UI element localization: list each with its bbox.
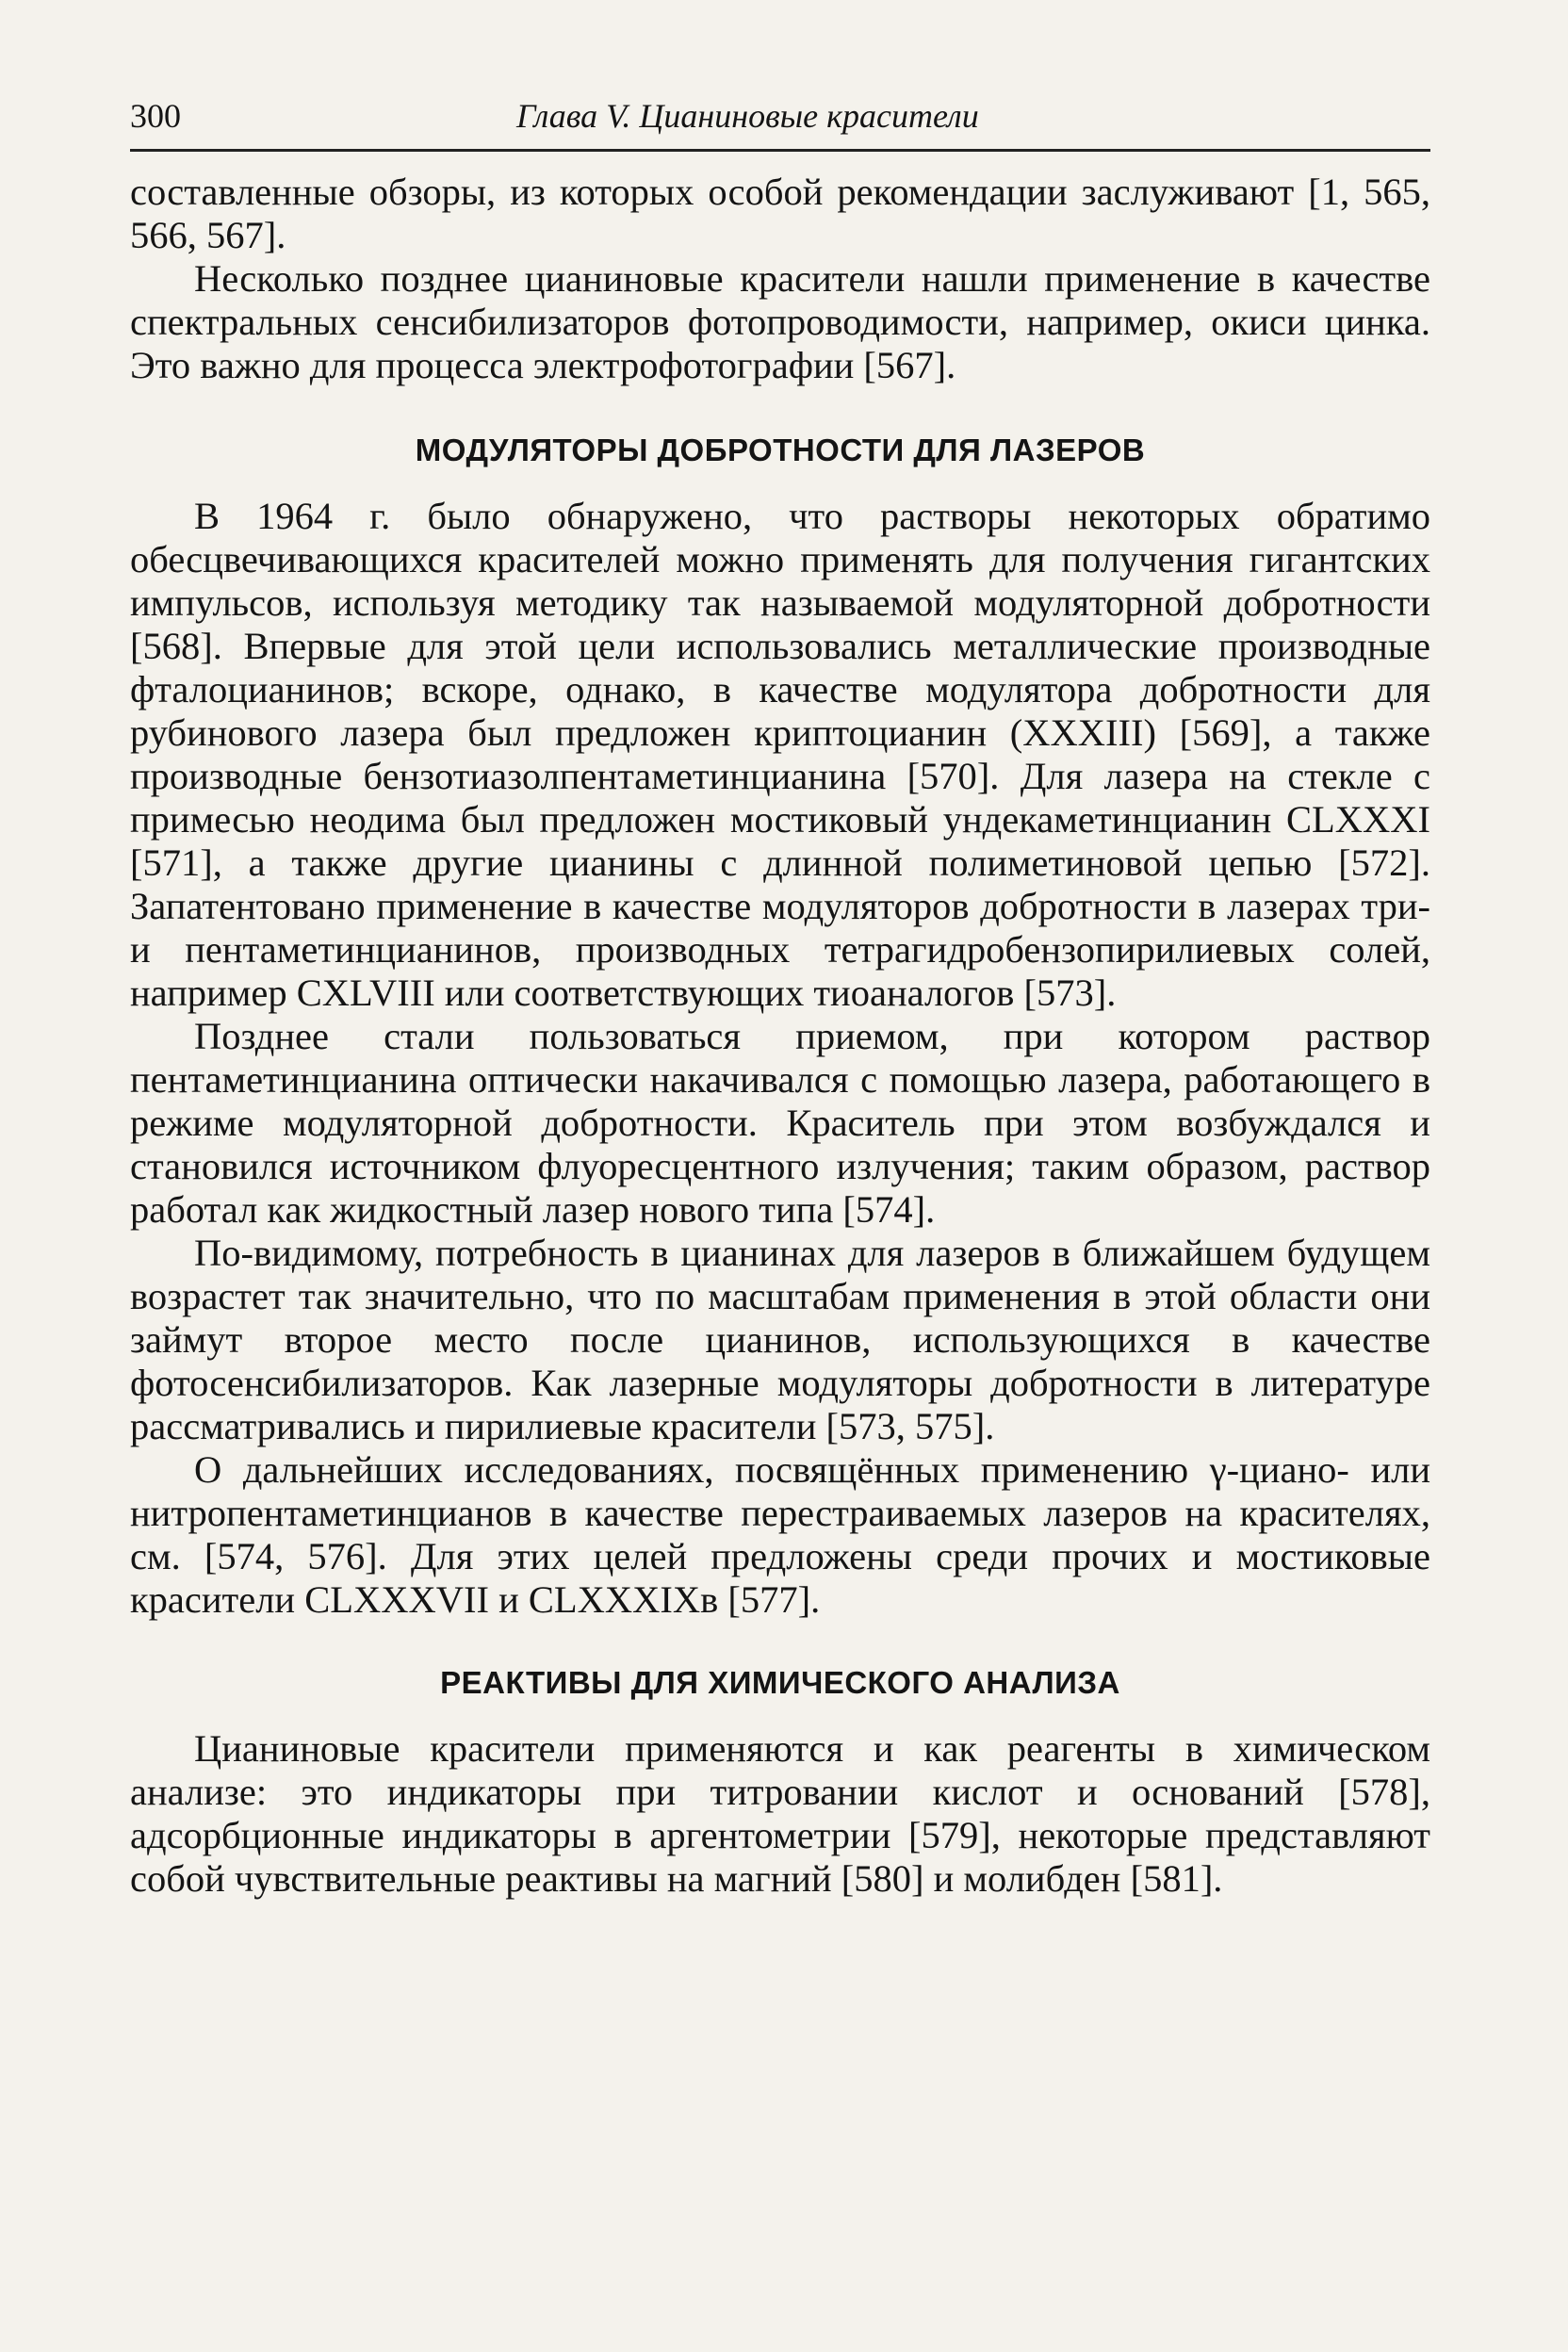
paragraph-7: Цианиновые красители применяются и как реагенты в химическом анализе: это индикаторы при титровании кислот и оснований [578], адсорбционные индикаторы в аргентометрии [579], некоторые представляют собой чувствительные реактивы на магний [580] и молибден [581]. xyxy=(130,1727,1430,1900)
paragraph-5: По-видимому, потребность в цианинах для лазеров в ближайшем будущем возрастет так значительно, что по масштабам применения в этой области они займут второе место после цианинов, использующихся в качестве фотосенсибилизаторов. Как лазерные модуляторы добротности в литературе рассматривались и пирилиевые красители [573, 575]. xyxy=(130,1232,1430,1447)
page-header xyxy=(130,90,1430,152)
paragraph-4: Позднее стали пользоваться приемом, при котором раствор пентаметинцианина оптически накачивался с помощью лазера, работающего в режиме модуляторной добротности. Краситель при этом возбуждался и становился источником флуоресцентного излучения; таким образом, раствор работал как жидкостный лазер нового типа [574]. xyxy=(130,1015,1430,1231)
paragraph-6: О дальнейших исследованиях, посвящённых применению γ-циано- или нитропентаметинцианов в качестве перестраиваемых лазеров на красителях, см. [574, 576]. Для этих целей предложены среди прочих и мостиковые красители CLXXXVII и CLXXXIXв [577]. xyxy=(130,1448,1430,1621)
section-heading-lasers: МОДУЛЯТОРЫ ДОБРОТНОСТИ ДЛЯ ЛАЗЕРОВ xyxy=(415,433,1146,467)
page-content xyxy=(130,171,1430,1901)
paragraph-1: составленные обзоры, из которых особой рекомендации заслуживают [1, 565, 566, 567]. xyxy=(130,171,1430,256)
running-title: Глава V. Цианиновые красители xyxy=(516,97,979,135)
paragraph-2: Несколько позднее цианиновые красители нашли применение в качестве спектральных сенсибилизаторов фотопроводимости, например, окиси цинка. Это важно для процесса электрофотографии [567]. xyxy=(130,257,1430,386)
paragraph-3: В 1964 г. было обнаружено, что растворы некоторых обратимо обесцвечивающихся красителей можно применять для получения гигантских импульсов, используя методику так называемой модуляторной добротности [568]. Впервые для этой цели использовались металлические производные фталоцианинов; вскоре, однако, в качестве модулятора добротности для рубинового лазера был предложен криптоцианин (XXXIII) [569], а также производные бензотиазолпентаметинцианина [570]. Для лазера на стекле с примесью неодима был предложен мостиковый ундекаметинцианин CLXXXI [571], а также другие цианины с длинной полиметиновой цепью [572]. Запатентовано применение в качестве модуляторов добротности в лазерах три- и пентаметинцианинов, производных тетрагидробензопирилиевых солей, например CXLVIII или соответствующих тиоаналогов [573]. xyxy=(130,495,1430,1014)
book-page xyxy=(130,90,1430,1901)
section-heading-chemical-analysis: РЕАКТИВЫ ДЛЯ ХИМИЧЕСКОГО АНАЛИЗА xyxy=(440,1665,1120,1700)
page-number: 300 xyxy=(130,97,181,135)
